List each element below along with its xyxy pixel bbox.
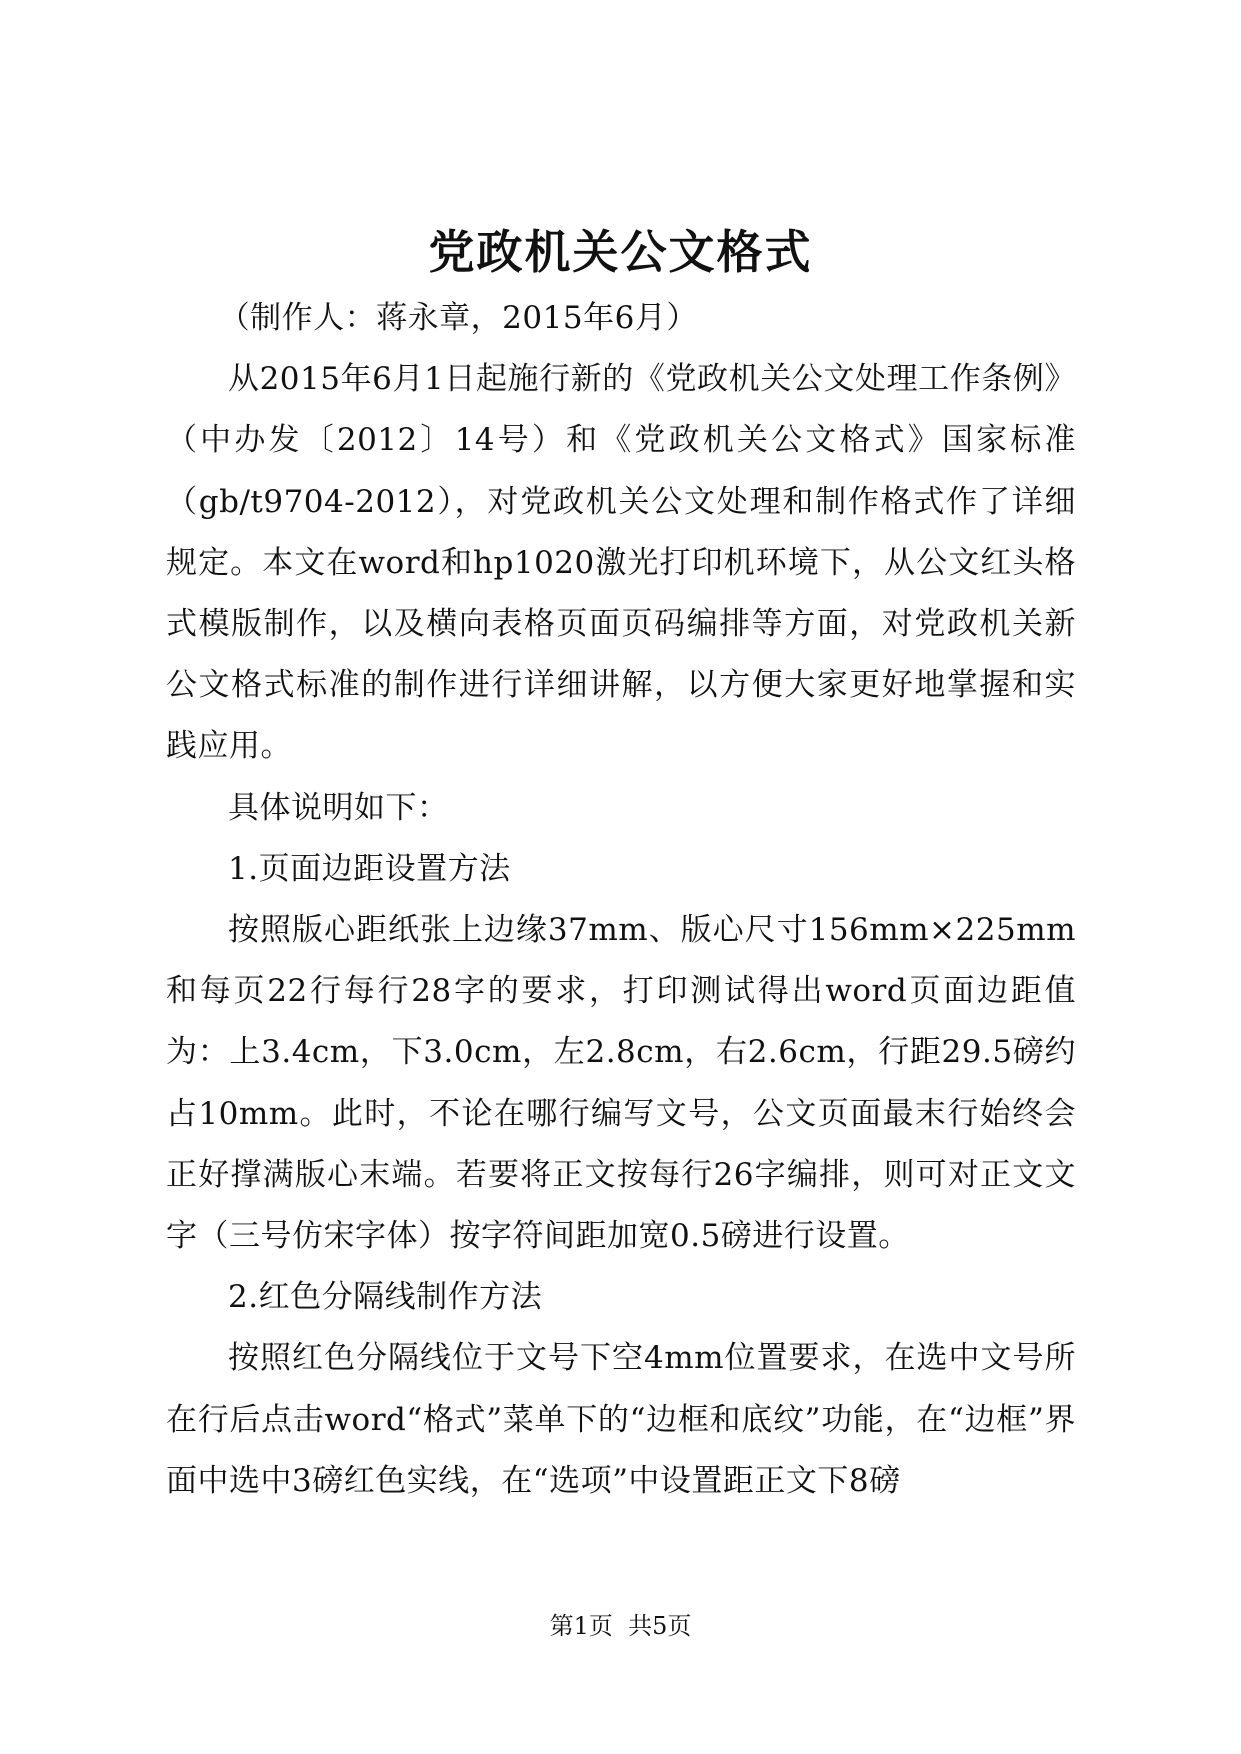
margins-paragraph: 按照版心距纸张上边缘37mm、版心尺寸156mm×225mm和每页22行每行28字的要求，打印测试得出word页面边距值为：上3.4cm，下3.0cm，左2.8cm，右2.6cm，行距29.5磅约占10mm。此时，不论在哪行编写文号，公文页面最末行始终会正好撑满版心末端。若要将正文按每行26字编排，则可对正文文字（三号仿宋字体）按字符间距加宽0.5磅进行设置。 bbox=[166, 912, 1076, 1255]
page-number-total: 共5页 bbox=[628, 1612, 692, 1640]
intro-paragraph: 从2015年6月1日起施行新的《党政机关公文处理工作条例》（中办发〔2012〕14号）和《党政机关公文格式》国家标准（gb/t9704-2012），对党政机关公文处理和制作格式作了详细规定。本文在word和hp1020激光打印机环境下，从公文红头格式模版制作，以及横向表格页面页码编排等方面，对党政机关新公文格式标准的制作进行详细讲解，以方便大家更好地掌握和实践应用。 bbox=[166, 361, 1076, 765]
document-title: 党政机关公文格式 bbox=[428, 225, 813, 279]
document-body bbox=[166, 288, 1076, 1512]
red-line-paragraph: 按照红色分隔线位于文号下空4mm位置要求，在选中文号所在行后点击word“格式”菜单下的“边框和底纹”功能，在“边框”界面中选中3磅红色实线，在“选项”中设置距正文下8磅 bbox=[166, 1340, 1076, 1499]
section-heading-margins: 1.页面边距设置方法 bbox=[228, 850, 511, 887]
page-number-current: 第1页 bbox=[549, 1612, 613, 1640]
section-heading-red-line: 2.红色分隔线制作方法 bbox=[228, 1279, 543, 1316]
author-line: （制作人：蒋永章，2015年6月） bbox=[218, 300, 698, 336]
page-footer bbox=[0, 1610, 1241, 1642]
explanation-lead: 具体说明如下： bbox=[228, 789, 449, 826]
